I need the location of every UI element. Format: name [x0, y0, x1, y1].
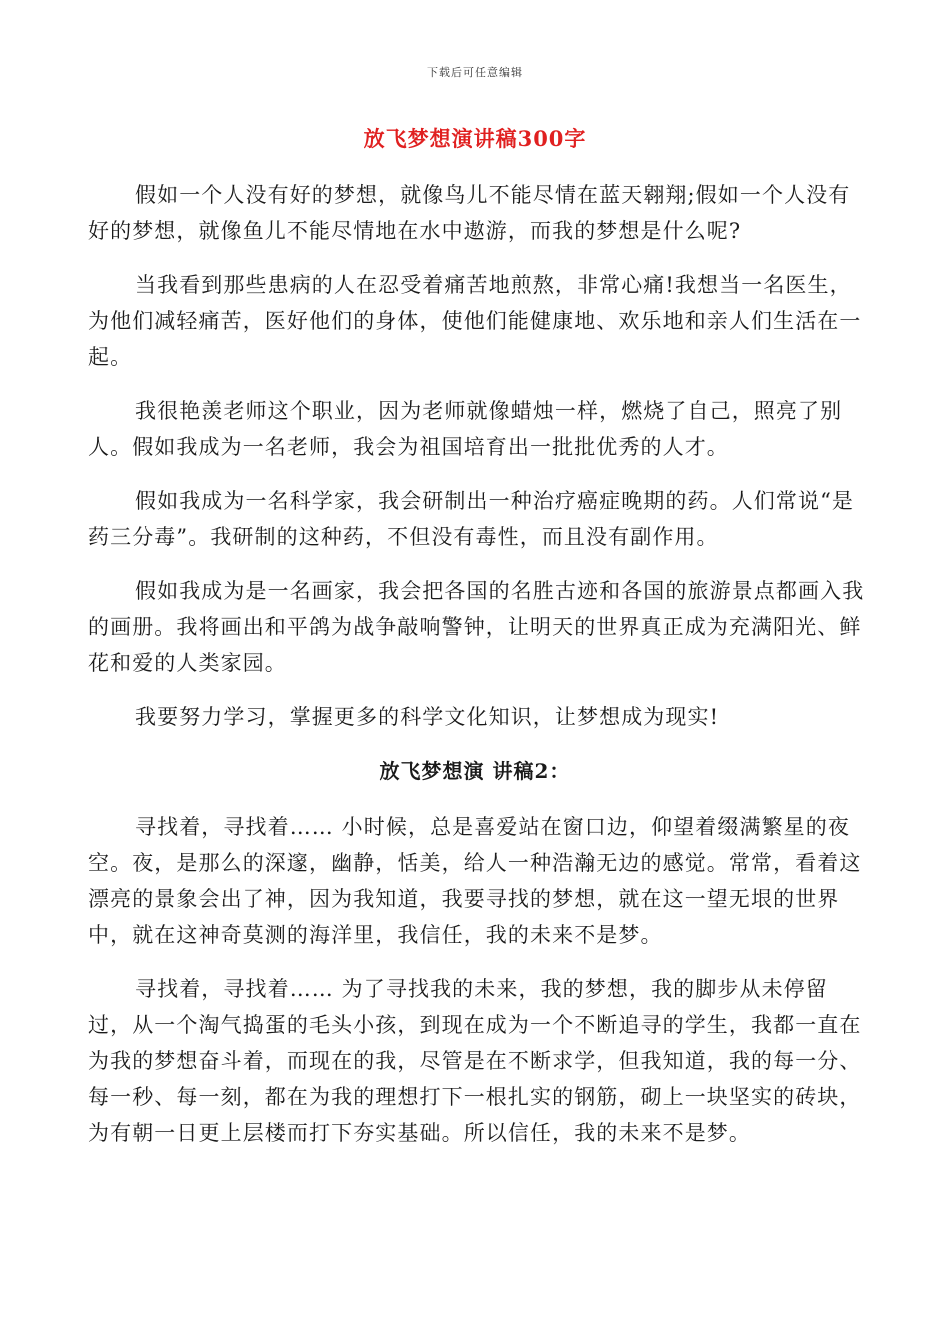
paragraph: 假如一个人没有好的梦想，就像鸟儿不能尽情在蓝天翱翔;假如一个人没有好的梦想，就像鱼儿不能尽情地在水中遨游，而我的梦想是什么呢?: [88, 183, 851, 243]
document-body: [88, 177, 868, 1169]
paragraph: 寻找着，寻找着…… 小时候，总是喜爱站在窗口边，仰望着缀满繁星的夜空。夜，是那么的深邃，幽静，恬美，给人一种浩瀚无边的感觉。常常，看着这漂亮的景象会出了神，因为我知道，我要寻找的梦想，就在这一望无垠的世界中，就在这神奇莫测的海洋里，我信任，我的未来不是梦。: [88, 815, 862, 947]
section-subtitle: 放飞梦想演 讲稿2：: [379, 759, 571, 783]
document-title: 放飞梦想演讲稿300字: [363, 126, 587, 151]
paragraph: 当我看到那些患病的人在忍受着痛苦地煎熬，非常心痛!我想当一名医生，为他们减轻痛苦，医好他们的身体，使他们能健康地、欢乐地和亲人们生活在一起。: [88, 273, 862, 369]
paragraph: 我要努力学习，掌握更多的科学文化知识，让梦想成为现实!: [135, 705, 720, 729]
paragraph: 寻找着，寻找着…… 为了寻找我的未来，我的梦想，我的脚步从未停留过，从一个淘气捣蛋的毛头小孩，到现在成为一个不断追寻的学生，我都一直在为我的梦想奋斗着，而现在的我，尽管是在不断求学，但我知道，我的每一分、每一秒、每一刻，都在为我的理想打下一根扎实的钢筋，砌上一块坚实的砖块，为有朝一日更上层楼而打下夯实基础。所以信任，我的未来不是梦。: [88, 977, 862, 1145]
header-note: 下载后可任意编辑: [427, 66, 523, 79]
paragraph: 假如我成为是一名画家，我会把各国的名胜古迹和各国的旅游景点都画入我的画册。我将画出和平鸽为战争敲响警钟，让明天的世界真正成为充满阳光、鲜花和爱的人类家园。: [88, 579, 865, 675]
paragraph: 我很艳羡老师这个职业，因为老师就像蜡烛一样，燃烧了自己，照亮了别人。假如我成为一名老师，我会为祖国培育出一批批优秀的人才。: [88, 399, 843, 459]
paragraph: 假如我成为一名科学家，我会研制出一种治疗癌症晚期的药。人们常说“是药三分毒”。我研制的这种药，不但没有毒性，而且没有副作用。: [88, 489, 855, 549]
